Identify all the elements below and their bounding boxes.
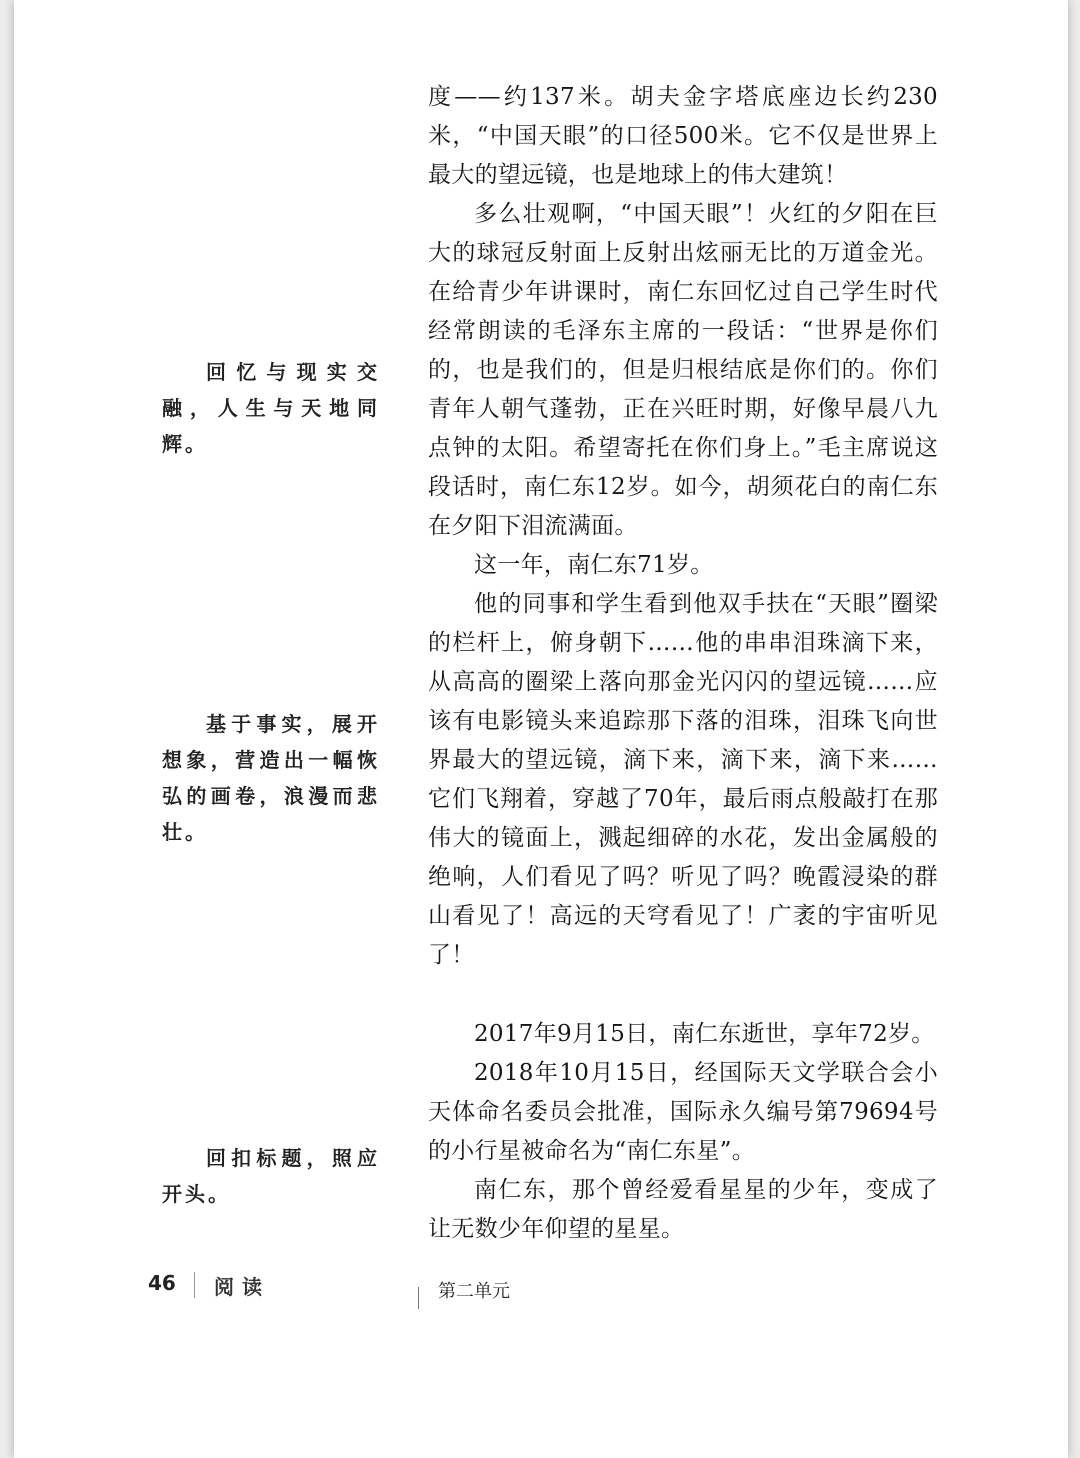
page-number: 46	[148, 1271, 176, 1295]
footer-divider	[194, 1272, 195, 1298]
main-text-column	[428, 78, 938, 1249]
paragraph-6: 2018年10月15日，经国际天文学联合会小天体命名委员会批准，国际永久编号第79694号的小行星被命名为“南仁东星”。	[428, 1060, 938, 1164]
book-page	[14, 0, 1068, 1458]
paragraph-7: 南仁东，那个曾经爱看星星的少年，变成了让无数少年仰望的星星。	[428, 1177, 938, 1242]
margin-note-1: 回忆与现实交融，人生与天地同辉。	[162, 360, 380, 456]
paragraph-1: 度——约137米。胡夫金字塔底座边长约230米，“中国天眼”的口径500米。它不仅是世界上最大的望远镜，也是地球上的伟大建筑！	[428, 84, 938, 188]
paragraph-2: 多么壮观啊，“中国天眼”！火红的夕阳在巨大的球冠反射面上反射出炫丽无比的万道金光。在给青少年讲课时，南仁东回忆过自己学生时代经常朗读的毛泽东主席的一段话：“世界是你们的，也是我们的，但是归根结底是你们的。你们青年人朝气蓬勃，正在兴旺时期，好像早晨八九点钟的太阳。希望寄托在你们身上。”毛主席说这段话时，南仁东12岁。如今，胡须花白的南仁东在夕阳下泪流满面。	[428, 201, 938, 539]
margin-note-3: 回扣标题，照应开头。	[162, 1146, 380, 1206]
section-label: 阅读	[214, 1275, 270, 1299]
footer-divider-2	[418, 1287, 419, 1309]
margin-note-2: 基于事实，展开想象，营造出一幅恢弘的画卷，浪漫而悲壮。	[162, 712, 380, 844]
paragraph-3: 这一年，南仁东71岁。	[474, 552, 714, 578]
unit-label: 第二单元	[438, 1281, 510, 1302]
paragraph-5: 2017年9月15日，南仁东逝世，享年72岁。	[474, 1021, 935, 1047]
paragraph-4: 他的同事和学生看到他双手扶在“天眼”圈梁的栏杆上，俯身朝下……他的串串泪珠滴下来，从高高的圈梁上落向那金光闪闪的望远镜……应该有电影镜头来追踪那下落的泪珠，泪珠飞向世界最大的望远镜，滴下来，滴下来，滴下来……它们飞翔着，穿越了70年，最后雨点般敲打在那伟大的镜面上，溅起细碎的水花，发出金属般的绝响，人们看见了吗？听见了吗？晚霞浸染的群山看见了！高远的天穹看见了！广袤的宇宙听见了！	[428, 591, 938, 968]
